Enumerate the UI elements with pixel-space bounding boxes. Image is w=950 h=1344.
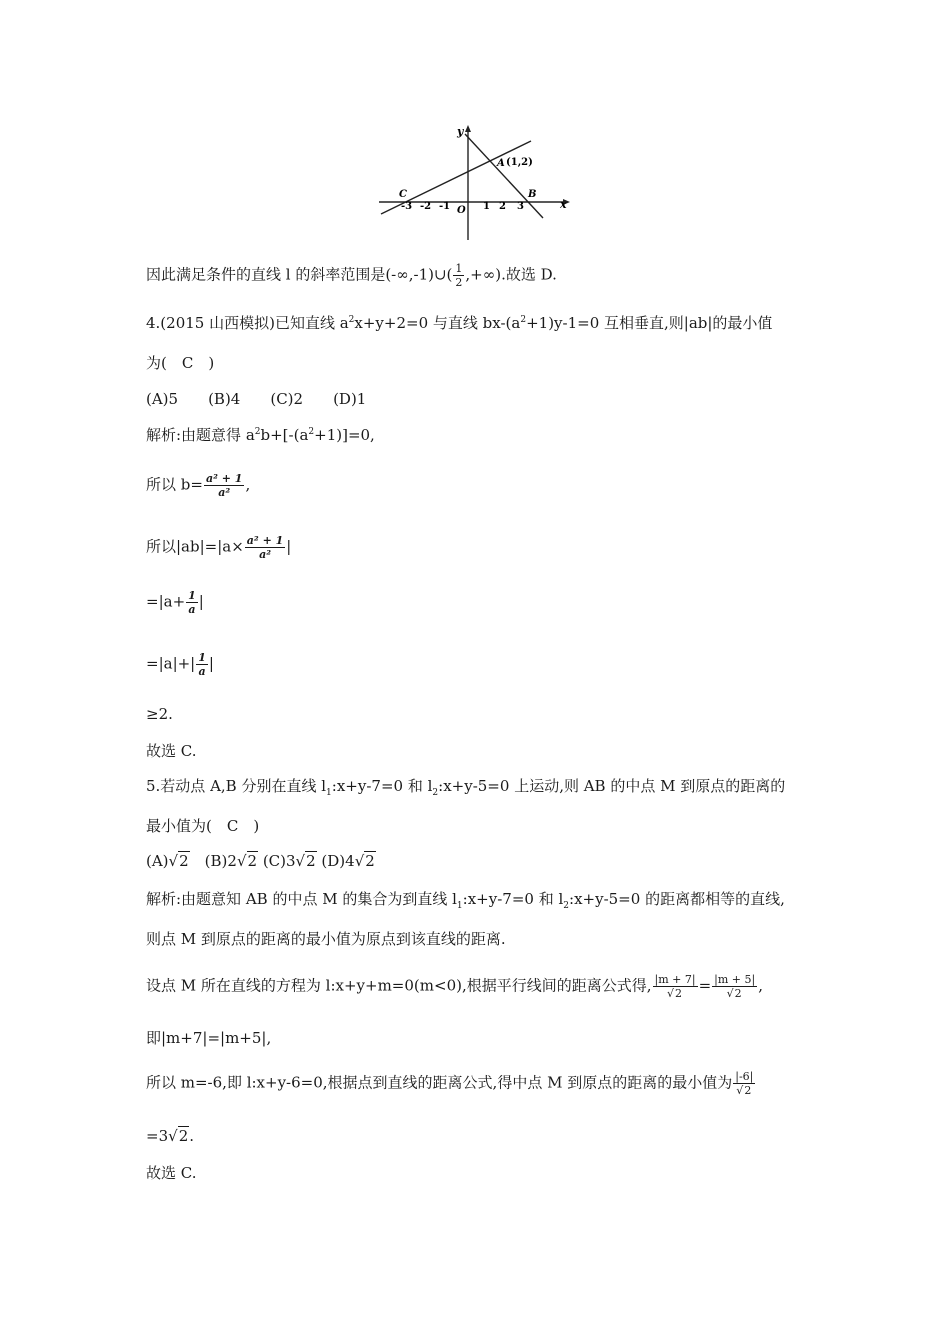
y-axis-arrow <box>465 125 471 132</box>
tick-label: -2 <box>420 201 432 212</box>
tick-label: 2 <box>499 201 506 212</box>
tick-label: -3 <box>401 201 413 212</box>
q4-solution-line3: 所以|ab|=|a× $\frac{\text{a² + 1}}{\text{a²}}$ | <box>146 534 292 561</box>
q4-solution-line6: ≥2. <box>146 705 173 723</box>
sqrt: √2 <box>736 1084 752 1097</box>
fraction: $\frac{\text{a² + 1}}{\text{a²}}$ <box>246 534 284 561</box>
sqrt: √2 <box>168 852 189 870</box>
q5-solution-line2: 则点 M 到原点的距离的最小值为原点到该直线的距离. <box>146 930 506 948</box>
coordinate-figure <box>375 120 575 245</box>
sqrt: √2 <box>168 1127 189 1145</box>
tick-label: 1 <box>483 201 490 212</box>
q5-solution-line5: 所以 m=-6,即 l:x+y-6=0,根据点到直线的距离公式,得中点 M 到原点的距离的最小值为 $\frac{|-6|}{√2}$ <box>146 1070 754 1097</box>
point-a-label: A <box>497 158 505 169</box>
q5-options: (A)√2 (B)2√2 (C)3√2 (D)4√2 <box>146 852 375 870</box>
q5-stem-line2: 最小值为( C ) <box>146 817 260 835</box>
q4-stem-line1: 4.(2015 山西模拟)已知直线 $a^2x+y+2=0$ 与直线 $bx-(a^2+1)y-1=0$ 互相垂直,则|ab|的最小值 <box>146 314 773 332</box>
fraction: $\frac{|-6|}{√2}$ <box>735 1070 754 1097</box>
sqrt: √2 <box>667 987 683 1000</box>
q4-solution-line7: 故选 C. <box>146 742 197 760</box>
q4-options: (A)5 (B)4 (C)2 (D)1 <box>146 390 367 408</box>
q5-solution-line7: 故选 C. <box>146 1164 197 1182</box>
origin-label: O <box>457 205 466 216</box>
fraction: $\frac{\text{a² + 1}}{\text{a²}}$ <box>205 472 243 499</box>
q5-solution-line1: 解析:由题意知 AB 的中点 M 的集合为到直线 $l_1:x+y-7=0$ 和 $l_2:x+y-5=0$ 的距离都相等的直线, <box>146 890 785 911</box>
q4-solution-line5: =|a|+| $\frac{1}{a}$ | <box>146 651 214 678</box>
fraction: $\frac{1}{a}$ <box>188 589 196 616</box>
fraction: $\frac{|m + 5|}{√2}$ <box>714 973 756 1000</box>
sqrt: √2 <box>295 852 316 870</box>
sqrt: √2 <box>726 987 742 1000</box>
point-c-label: C <box>399 189 407 200</box>
tick-label: 3 <box>517 201 524 212</box>
q4-solution-line2: 所以 b= $\frac{\text{a² + 1}}{\text{a²}}$ , <box>146 472 251 499</box>
fraction: $\frac{1}{2}$ <box>455 262 463 289</box>
y-label: y <box>457 125 464 138</box>
sqrt: √2 <box>236 852 258 870</box>
q5-solution-line6: =3√2. <box>146 1127 195 1145</box>
x-label: x <box>560 198 567 211</box>
fraction: $\frac{1}{a}$ <box>198 651 206 678</box>
q5-stem-line1: 5.若动点 A,B 分别在直线 $l_1:x+y-7=0$ 和 $l_2:x+y-5=0$ 上运动,则 AB 的中点 M 到原点的距离的 <box>146 777 786 798</box>
fraction: $\frac{|m + 7|}{√2}$ <box>654 973 696 1000</box>
q4-solution-line4: =|a+ $\frac{1}{a}$ | <box>146 589 204 616</box>
point-b-label: B <box>528 189 537 200</box>
conclusion-line: 因此满足条件的直线 l 的斜率范围是(-∞,-1)∪( $\frac{1}{2}$ ,+∞).故选 D. <box>146 262 557 289</box>
q4-stem-line2: 为( C ) <box>146 354 215 372</box>
q5-solution-line4: 即|m+7|=|m+5|, <box>146 1029 272 1047</box>
sqrt: √2 <box>354 852 375 870</box>
tick-label: -1 <box>439 201 451 212</box>
point-a-coord: (1,2) <box>506 157 533 168</box>
q4-solution-line1: 解析:由题意得 $a^2b+[-(a^2+1)]=0$, <box>146 426 375 444</box>
q5-solution-line3: 设点 M 所在直线的方程为 l:x+y+m=0(m<0),根据平行线间的距离公式得, $\frac{|m + 7|}{√2}$ = $\frac{|m + 5|}{√2}$ , <box>146 973 763 1000</box>
